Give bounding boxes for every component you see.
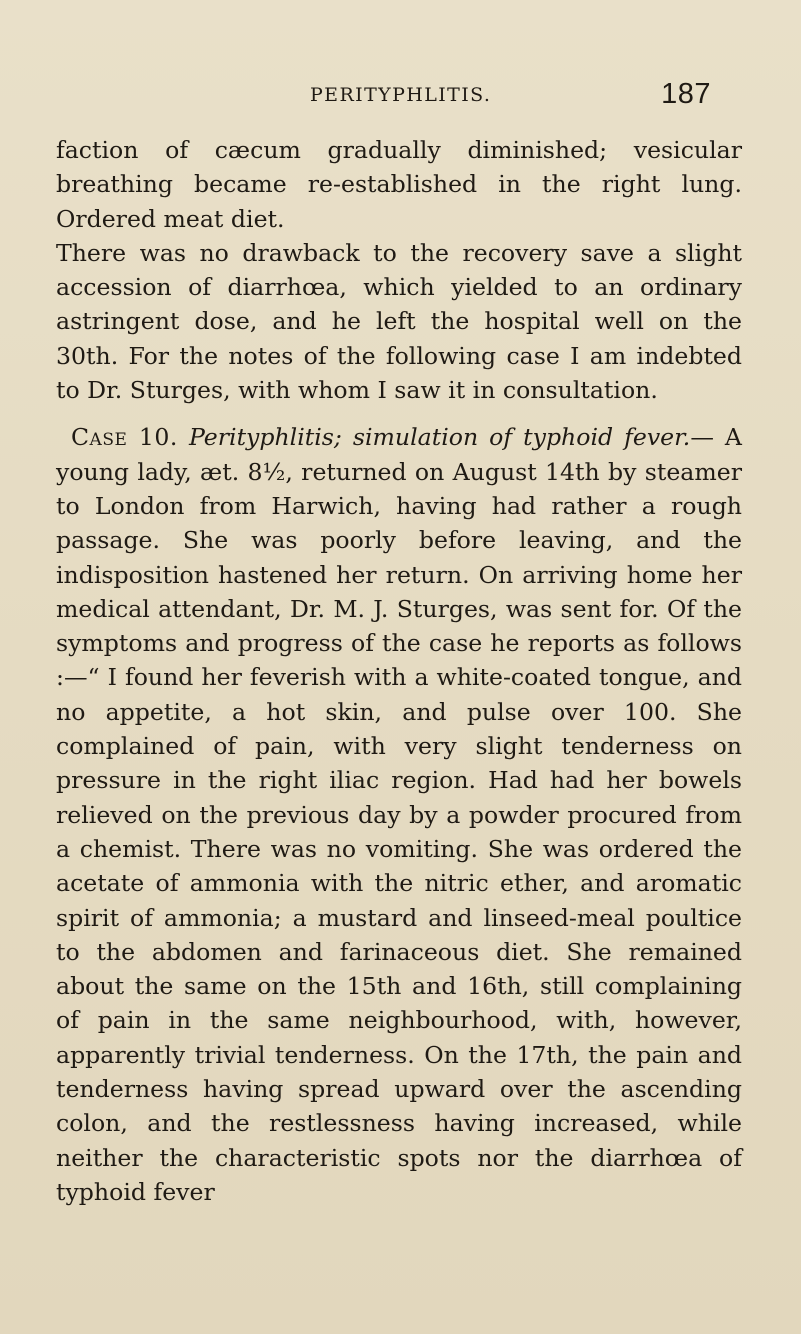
body-text — [56, 133, 742, 1209]
paragraph: There was no drawback to the recovery save a slight accession of diarrhœa, which yielded to an ordinary astringent dose, and he left the hospital well on the 30th. For the notes of the following case I am indebted to Dr. Sturges, with whom I saw it in consultation. — [56, 238, 742, 405]
page-number: 187 — [661, 78, 711, 110]
running-head: PERITYPHLITIS. — [310, 84, 492, 106]
case-label: Case 10. — [71, 423, 178, 452]
page-header — [0, 78, 801, 112]
case-text: — A young lady, æt. 8½, returned on August 14th by steamer to London from Harwich, having had rather a rough passage. She was poorly before leaving, and the indisposition hastened her return. On arriving home her medical attendant, Dr. M. J. Sturges, was sent for. Of the symptoms and progress of the case he reports as follows :—“ I found her feverish with a white-coated tongue, and no appetite, a hot skin, and pulse over 100. She complained of pain, with very slight tenderness on pressure in the right iliac region. Had had her bowels relieved on the previous day by a powder procured from a chemist. There was no vomiting. She was ordered the acetate of ammonia with the nitric ether, and aromatic spirit of ammonia; a mustard and linseed-meal poultice to the abdomen and farinaceous diet. She remained about the same on the 15th and 16th, still complaining of pain in the same neighbourhood, with, however, apparently trivial tenderness. On the 17th, the pain and tenderness having spread upward over the ascending colon, and the restlessness having increased, while neither the characteristic spots nor the diarrhœa of typhoid fever — [56, 423, 742, 1206]
case-paragraph — [56, 420, 742, 1209]
case-title: Perityphlitis; simulation of typhoid fever. — [188, 423, 691, 452]
paragraph: faction of cæcum gradually diminished; vesicular breathing became re-established in the right lung. Ordered meat diet. — [56, 136, 742, 233]
